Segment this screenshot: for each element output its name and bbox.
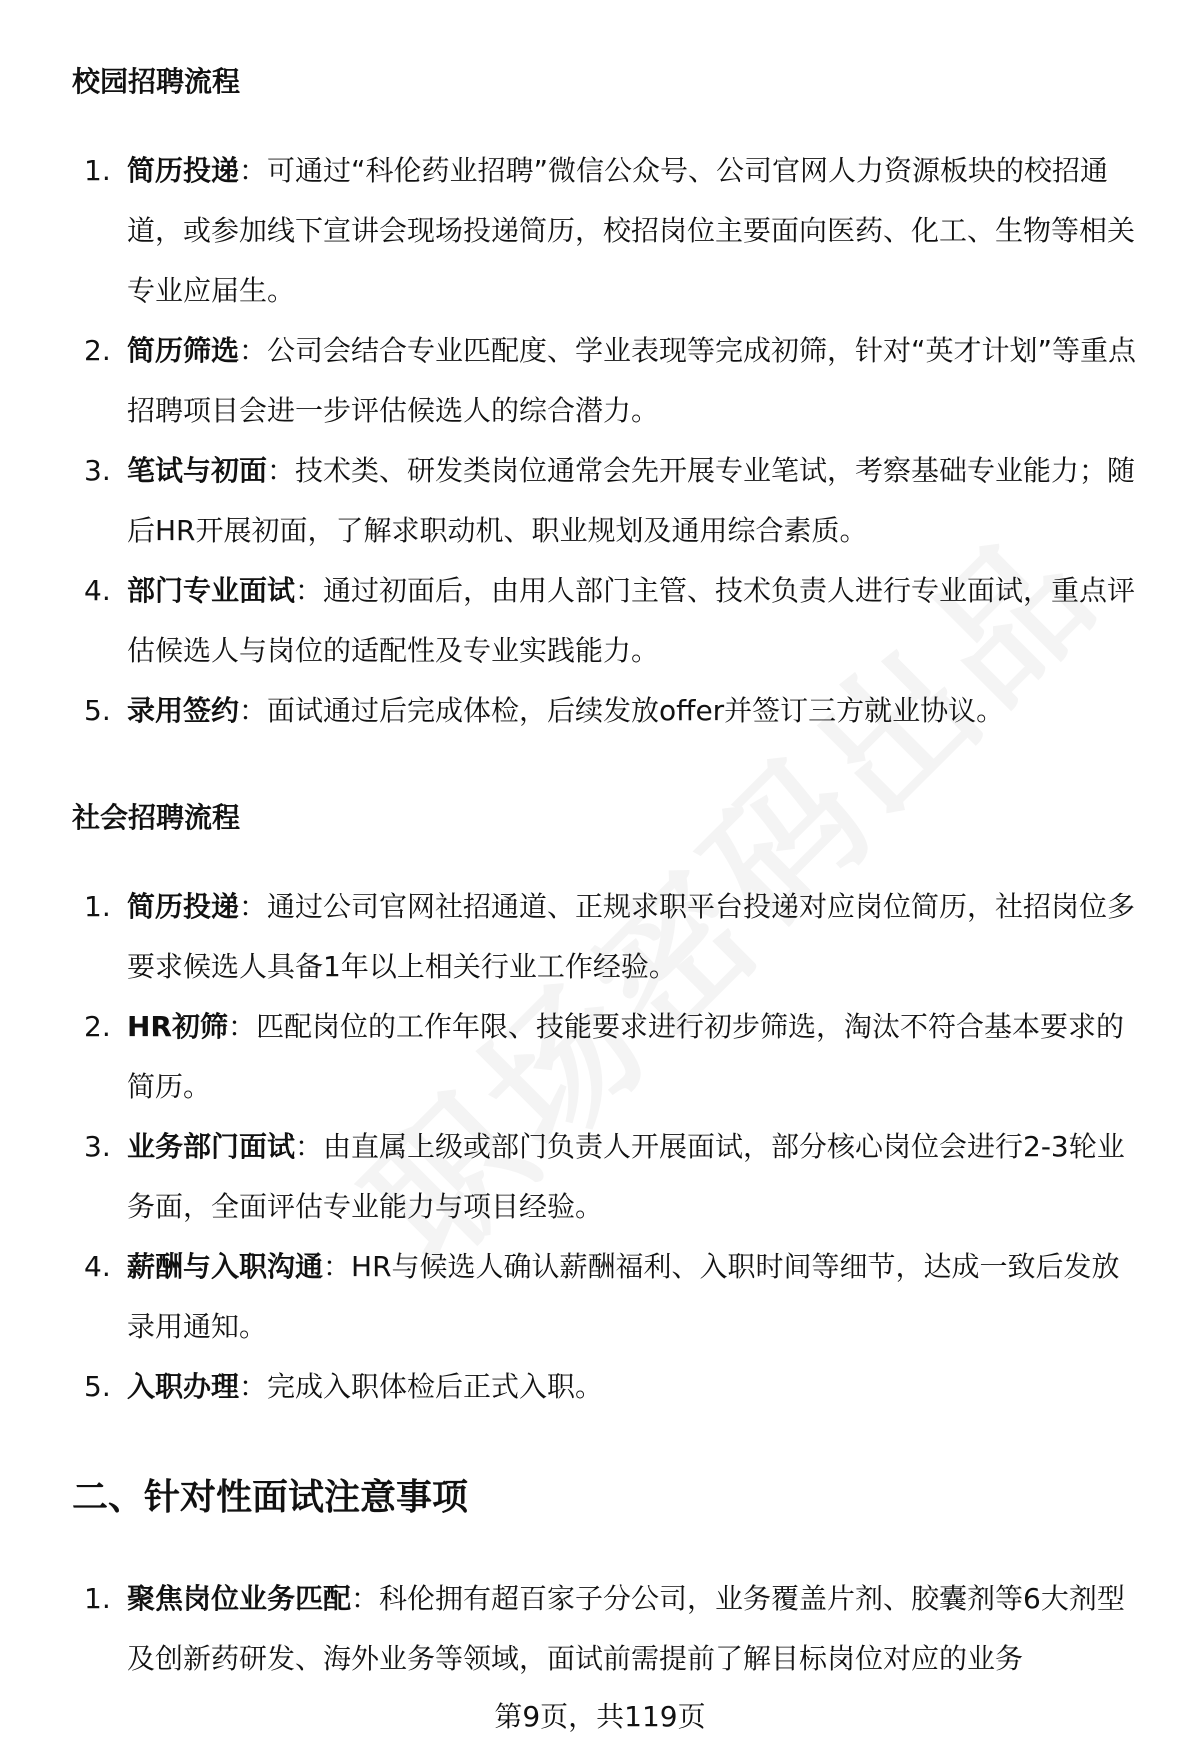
list-number: 2. <box>84 1010 111 1043</box>
list-item <box>0 441 1200 561</box>
section-title-social: 社会招聘流程 <box>72 801 241 834</box>
list-text: ：科伦拥有超百家子分公司，业务覆盖片剂、胶囊剂等6大剂型及创新药研发、海外业务等领域，面试前需提前了解目标岗位对应的业务 <box>127 1582 1125 1675</box>
list-item <box>0 561 1200 681</box>
list-term: 录用签约 <box>127 694 240 727</box>
list-term: 薪酬与入职沟通 <box>127 1250 324 1283</box>
list-text: ：HR与候选人确认薪酬福利、入职时间等细节，达成一致后发放录用通知。 <box>127 1250 1120 1343</box>
list-item <box>0 877 1200 997</box>
list-number: 4. <box>84 1250 111 1283</box>
list-item <box>0 1237 1200 1357</box>
list-text: ：技术类、研发类岗位通常会先开展专业笔试，考察基础专业能力；随后HR开展初面，了解求职动机、职业规划及通用综合素质。 <box>127 454 1136 547</box>
page-footer: 第9页，共119页 <box>494 1700 706 1733</box>
list-item <box>0 1357 1200 1417</box>
list-number: 1. <box>84 154 111 187</box>
interview-notes-list <box>0 1569 1200 1689</box>
list-number: 5. <box>84 1370 111 1403</box>
list-number: 1. <box>84 1582 111 1615</box>
section-title-interview: 二、针对性面试注意事项 <box>72 1477 469 1518</box>
list-text: ：面试通过后完成体检，后续发放offer并签订三方就业协议。 <box>239 694 1005 727</box>
list-term: 简历投递 <box>127 154 240 187</box>
list-number: 5. <box>84 694 111 727</box>
section-title-campus: 校园招聘流程 <box>72 65 241 98</box>
list-text: ：通过公司官网社招通道、正规求职平台投递对应岗位简历，社招岗位多要求候选人具备1年以上相关行业工作经验。 <box>127 890 1136 983</box>
list-text: ：匹配岗位的工作年限、技能要求进行初步筛选，淘汰不符合基本要求的简历。 <box>127 1010 1125 1103</box>
list-text: ：通过初面后，由用人部门主管、技术负责人进行专业面试，重点评估候选人与岗位的适配性及专业实践能力。 <box>127 574 1136 667</box>
list-text: ：可通过“科伦药业招聘”微信公众号、公司官网人力资源板块的校招通道，或参加线下宣讲会现场投递简历，校招岗位主要面向医药、化工、生物等相关专业应届生。 <box>127 154 1136 307</box>
list-term: 入职办理 <box>127 1370 240 1403</box>
list-text: ：完成入职体检后正式入职。 <box>239 1370 604 1403</box>
list-number: 4. <box>84 574 111 607</box>
list-number: 2. <box>84 334 111 367</box>
list-term: HR初筛 <box>127 1010 228 1043</box>
list-number: 1. <box>84 890 111 923</box>
list-item <box>0 141 1200 321</box>
list-term: 聚焦岗位业务匹配 <box>127 1582 352 1615</box>
list-term: 部门专业面试 <box>127 574 296 607</box>
list-text: ：公司会结合专业匹配度、学业表现等完成初筛，针对“英才计划”等重点招聘项目会进一步评估候选人的综合潜力。 <box>127 334 1137 427</box>
list-term: 简历筛选 <box>127 334 240 367</box>
list-item <box>0 321 1200 441</box>
list-item <box>0 1569 1200 1689</box>
list-number: 3. <box>84 454 111 487</box>
list-item <box>0 681 1200 741</box>
list-item <box>0 997 1200 1117</box>
list-term: 业务部门面试 <box>127 1130 296 1163</box>
list-text: ：由直属上级或部门负责人开展面试，部分核心岗位会进行2-3轮业务面，全面评估专业能力与项目经验。 <box>127 1130 1125 1223</box>
social-process-list <box>0 877 1200 1417</box>
list-item <box>0 1117 1200 1237</box>
list-number: 3. <box>84 1130 111 1163</box>
list-term: 简历投递 <box>127 890 240 923</box>
campus-process-list <box>0 141 1200 741</box>
list-term: 笔试与初面 <box>127 454 268 487</box>
